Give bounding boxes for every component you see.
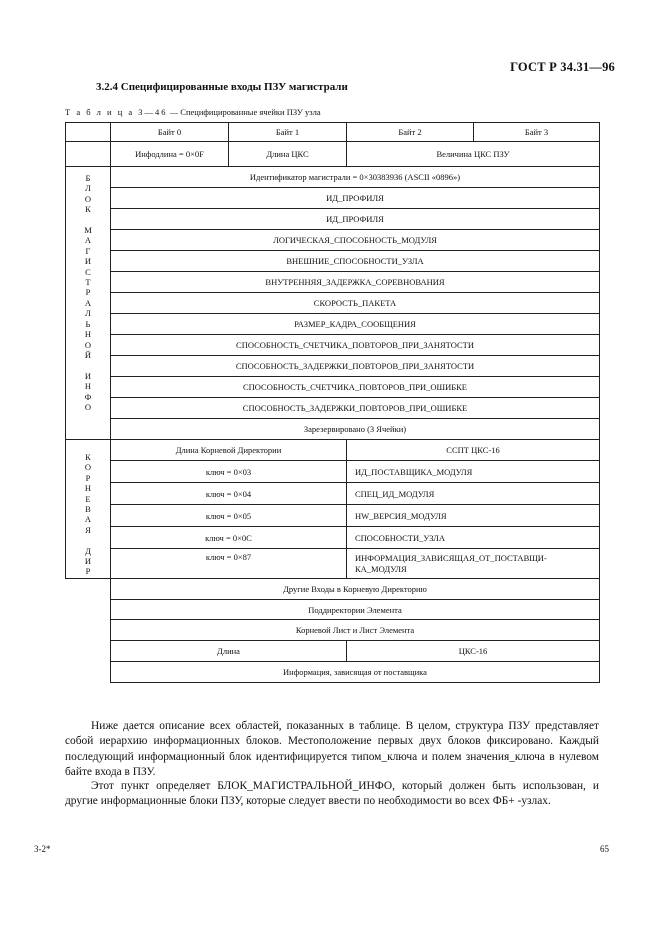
- root-dir-length-cell: Длина Корневой Директории: [111, 440, 347, 461]
- key-cell: ключ = 0×04: [111, 483, 347, 505]
- root-leaf-cell: Корневой Лист и Лист Элемента: [111, 620, 600, 641]
- table-row: [66, 356, 600, 377]
- infolength-cell: Инфодлина = 0×0F: [111, 142, 229, 167]
- block-cell: СПОСОБНОСТЬ_ЗАДЕРЖКИ_ПОВТОРОВ_ПРИ_ОШИБКЕ: [111, 398, 600, 419]
- table-row: [66, 662, 600, 683]
- crc-length-cell: Длина ЦКС: [229, 142, 347, 167]
- value-cell: HW_ВЕРСИЯ_МОДУЛЯ: [347, 505, 600, 527]
- value-cell: СПОСОБНОСТИ_УЗЛА: [347, 527, 600, 549]
- block-cell: ИД_ПРОФИЛЯ: [111, 209, 600, 230]
- block-cell: РАЗМЕР_КАДРА_СООБЩЕНИЯ: [111, 314, 600, 335]
- table-row: [66, 167, 600, 188]
- table-row: [66, 620, 600, 641]
- root-directory-label-text: К О Р Н Е В А Я Д И Р: [84, 452, 92, 577]
- length-cell: Длина: [111, 641, 347, 662]
- table-row: [66, 398, 600, 419]
- byte-header-row: [66, 123, 600, 142]
- bus-info-block-label-text: Б Л О К М А Г И С Т Р А Л Ь Н О Й И Н Ф О: [84, 173, 92, 412]
- byte-header-2: Байт 2: [347, 123, 474, 142]
- table-caption-label: Т а б л и ц а 3—46: [65, 107, 168, 117]
- table-row: [66, 527, 600, 549]
- table-row: [66, 272, 600, 293]
- value-cell: ИНФОРМАЦИЯ_ЗАВИСЯЩАЯ_ОТ_ПОСТАВЩИ-КА_МОДУЛЯ: [347, 549, 600, 579]
- block-cell: СПОСОБНОСТЬ_ЗАДЕРЖКИ_ПОВТОРОВ_ПРИ_ЗАНЯТОСТИ: [111, 356, 600, 377]
- table-caption-text: — Специфицированные ячейки ПЗУ узла: [167, 107, 321, 117]
- table-row: [66, 377, 600, 398]
- other-entries-cell: Другие Входы в Корневую Директорию: [111, 579, 600, 600]
- empty-margin-cell: [66, 600, 111, 620]
- empty-corner-cell: [66, 123, 111, 142]
- table-row: [66, 251, 600, 272]
- rom-entries-table: [65, 122, 600, 683]
- value-cell: ИД_ПОСТАВЩИКА_МОДУЛЯ: [347, 461, 600, 483]
- table-row: [66, 209, 600, 230]
- subdirectories-cell: Поддиректории Элемента: [111, 600, 600, 620]
- block-cell: ВНЕШНИЕ_СПОСОБНОСТИ_УЗЛА: [111, 251, 600, 272]
- table-row: [66, 419, 600, 440]
- crc16-cell: ЦКС-16: [347, 641, 600, 662]
- empty-margin-cell: [66, 620, 111, 641]
- table-row: [66, 230, 600, 251]
- table-row: [66, 293, 600, 314]
- paragraph-bus-info: [65, 779, 599, 810]
- key-cell: ключ = 0×03: [111, 461, 347, 483]
- block-cell: СПОСОБНОСТЬ_СЧЕТЧИКА_ПОВТОРОВ_ПРИ_ОШИБКЕ: [111, 377, 600, 398]
- empty-margin-cell: [66, 662, 111, 683]
- block-cell: СПОСОБНОСТЬ_СЧЕТЧИКА_ПОВТОРОВ_ПРИ_ЗАНЯТОСТИ: [111, 335, 600, 356]
- table-row: [66, 641, 600, 662]
- table-row: [66, 335, 600, 356]
- standard-code: ГОСТ Р 34.31—96: [510, 60, 615, 74]
- block-cell: ИД_ПРОФИЛЯ: [111, 188, 600, 209]
- table-row: [66, 600, 600, 620]
- info-length-row: [66, 142, 600, 167]
- table-row: [66, 579, 600, 600]
- byte-header-1: Байт 1: [229, 123, 347, 142]
- table-row: [66, 188, 600, 209]
- vendor-info-cell: Информация, зависящая от поставщика: [111, 662, 600, 683]
- paragraph-structure-text: Ниже дается описание всех областей, показанных в таблице. В целом, структура ПЗУ представляет собой иерархию информационных блоков. Местоположение первых двух блоков фиксировано. Каждый последующий информационный блок идентифицируется типом_ключа и полем значения_ключа в нулевом байте входа в ПЗУ.: [65, 720, 599, 778]
- key-cell: ключ = 0×87: [111, 549, 347, 579]
- bus-info-block-label: [66, 167, 111, 440]
- section-title: 3.2.4 Специфицированные входы ПЗУ магистрали: [96, 81, 348, 93]
- empty-label-cell: [66, 142, 111, 167]
- page-code: 3-2*: [34, 844, 51, 854]
- key-cell: ключ = 0×05: [111, 505, 347, 527]
- root-dir-header-row: [66, 440, 600, 461]
- reserved-cell: Зарезервировано (3 Ячейки): [111, 419, 600, 440]
- block-cell: ЛОГИЧЕСКАЯ_СПОСОБНОСТЬ_МОДУЛЯ: [111, 230, 600, 251]
- value-cell: СПЕЦ_ИД_МОДУЛЯ: [347, 483, 600, 505]
- paragraph-bus-info-text: Этот пункт определяет БЛОК_МАГИСТРАЛЬНОЙ_ИНФО, который должен быть использован, и другие информационные блоки ПЗУ, которые следует ввести по необходимости во всех ФБ+ -узлах.: [65, 780, 599, 808]
- table-row: [66, 549, 600, 579]
- table-row: [66, 483, 600, 505]
- table-caption: [65, 107, 321, 117]
- block-cell: ВНУТРЕННЯЯ_ЗАДЕРЖКА_СОРЕВНОВАНИЯ: [111, 272, 600, 293]
- key-cell: ключ = 0×0C: [111, 527, 347, 549]
- byte-header-3: Байт 3: [474, 123, 600, 142]
- table-row: [66, 314, 600, 335]
- empty-margin-cell: [66, 579, 111, 600]
- table-row: [66, 461, 600, 483]
- paragraph-structure: [65, 719, 599, 780]
- bus-id-cell: Идентификатор магистрали = 0×30383936 (ASCII «0896»): [111, 167, 600, 188]
- crc-value-cell: Величина ЦКС ПЗУ: [347, 142, 600, 167]
- page-number: 65: [600, 844, 609, 854]
- root-dir-crc-cell: ССПТ ЦКС-16: [347, 440, 600, 461]
- root-directory-label: [66, 440, 111, 579]
- block-cell: СКОРОСТЬ_ПАКЕТА: [111, 293, 600, 314]
- table-row: [66, 505, 600, 527]
- empty-margin-cell: [66, 641, 111, 662]
- byte-header-0: Байт 0: [111, 123, 229, 142]
